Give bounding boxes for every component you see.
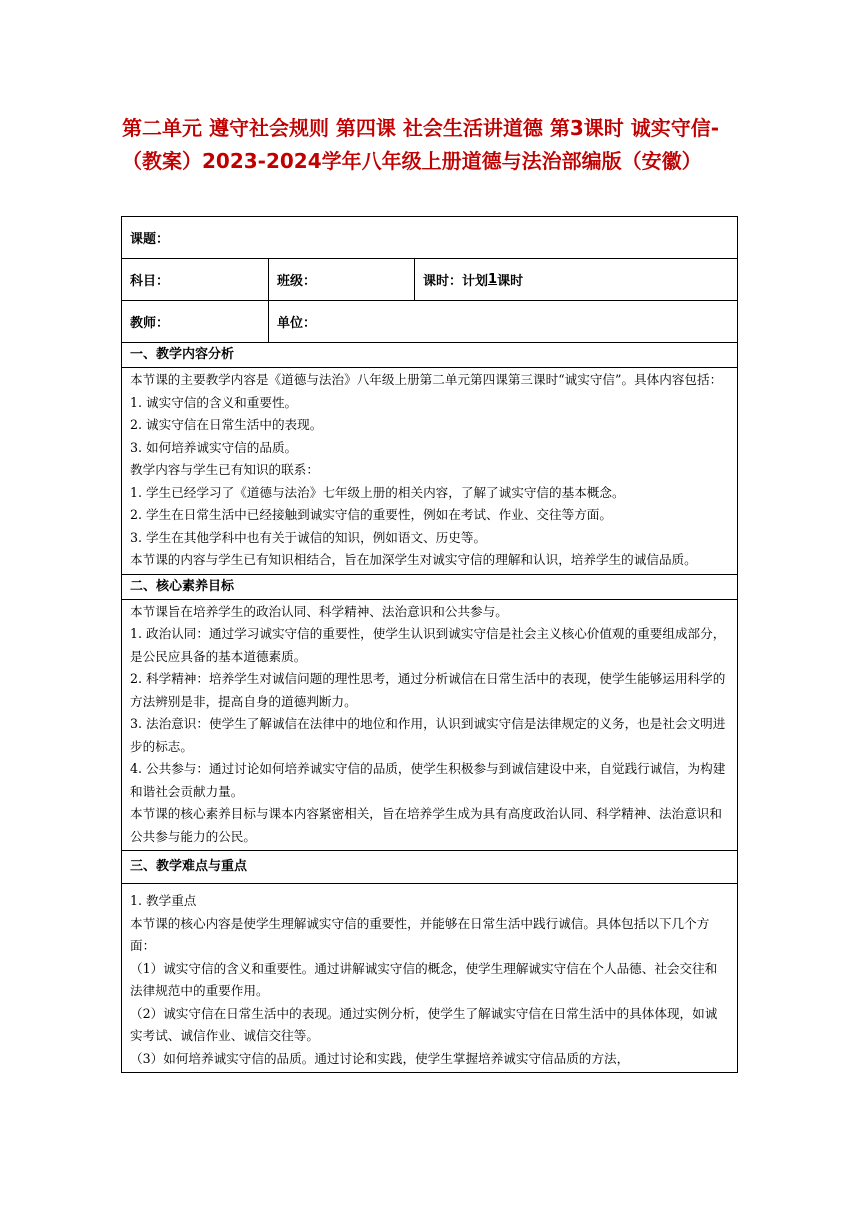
subject-label: 科目：: [130, 274, 170, 289]
section-body: [122, 884, 737, 1072]
paragraph: 2. 科学精神：培养学生对诚信问题的理性思考，通过分析诚信在日常生活中的表现，使学生能够运用科学的方法辨别是非，提高自身的道德判断力。: [130, 671, 726, 709]
period-cell: [414, 259, 737, 300]
paragraph: 1. 诚实守信的含义和重要性。: [130, 394, 298, 410]
paragraph: 2. 学生在日常生活中已经接触到诚实守信的重要性，例如在考试、作业、交往等方面。: [130, 507, 612, 522]
paragraph: （2）诚实守信在日常生活中的表现。通过实例分析，使学生了解诚实守信在日常生活中的具体体现，如诚实考试、诚信作业、诚信交往等。: [130, 1005, 718, 1043]
topic-label: 课题：: [130, 232, 170, 247]
section-body: [122, 600, 737, 851]
period-label: 课时：计划: [423, 274, 489, 289]
paragraph: 本节课旨在培养学生的政治认同、科学精神、法治意识和公共参与。: [130, 603, 508, 619]
period-value: 1: [488, 272, 498, 287]
paragraph: 3. 如何培养诚实守信的品质。: [130, 439, 298, 455]
teacher-row: [122, 301, 737, 343]
period-unit: 课时: [497, 274, 524, 289]
paragraph: 3. 法治意识：使学生了解诚信在法律中的地位和作用，认识到诚实守信是法律规定的义务，也是社会文明进步的标志。: [130, 716, 726, 754]
paragraph: （3）如何培养诚实守信的品质。通过讨论和实践，使学生掌握培养诚实守信品质的方法，: [130, 1050, 630, 1066]
paragraph: 教学内容与学生已有知识的联系：: [130, 462, 319, 477]
unit-label: 单位：: [268, 301, 737, 342]
section-3-body-row: [122, 884, 737, 1072]
paragraph: 1. 教学重点: [130, 893, 197, 908]
section-3-heading-row: [122, 851, 737, 884]
paragraph: 4. 公共参与：通过讨论如何培养诚实守信的品质，使学生积极参与到诚信建设中来，自觉践行诚信，为构建和谐社会贡献力量。: [130, 761, 726, 799]
section-1-body-row: [122, 368, 737, 575]
paragraph: 本节课的主要教学内容是《道德与法治》八年级上册第二单元第四课第三课时“诚实守信”。具体内容包括：: [130, 372, 723, 387]
section-2-heading-row: [122, 575, 737, 600]
document-title: 第二单元 遵守社会规则 第四课 社会生活讲道德 第3课时 诚实守信-（教案）2023-2024学年八年级上册道德与法治部编版（安徽）: [122, 116, 720, 173]
section-heading: 三、教学难点与重点: [130, 859, 248, 874]
section-2-body-row: [122, 600, 737, 852]
paragraph: 3. 学生在其他学科中也有关于诚信的知识，例如语文、历史等。: [130, 529, 487, 545]
subject-row: [122, 259, 737, 301]
paragraph: 本节课的内容与学生已有知识相结合，旨在加深学生对诚实守信的理解和认识，培养学生的诚信品质。: [130, 552, 697, 567]
paragraph: 本节课的核心内容是使学生理解诚实守信的重要性，并能够在日常生活中践行诚信。具体包括以下几个方面：: [130, 915, 710, 953]
paragraph: 1. 学生已经学习了《道德与法治》七年级上册的相关内容，了解了诚实守信的基本概念。: [130, 484, 625, 500]
topic-row: [122, 217, 737, 259]
paragraph: （1）诚实守信的含义和重要性。通过讲解诚实守信的概念，使学生理解诚实守信在个人品德、社会交往和法律规范中的重要作用。: [130, 960, 718, 998]
section-heading: 二、核心素养目标: [130, 578, 235, 594]
section-body: [122, 368, 730, 574]
lesson-plan-table: [121, 216, 738, 1073]
class-label: 班级：: [268, 259, 414, 300]
teacher-label: 教师：: [130, 316, 170, 331]
section-heading: 一、教学内容分析: [130, 347, 235, 362]
paragraph: 本节课的核心素养目标与课本内容紧密相关，旨在培养学生成为具有高度政治认同、科学精神、法治意识和公共参与能力的公民。: [130, 806, 722, 844]
section-1-heading-row: [122, 343, 737, 368]
paragraph: 2. 诚实守信在日常生活中的表现。: [130, 417, 323, 432]
paragraph: 1. 政治认同：通过学习诚实守信的重要性，使学生认识到诚实守信是社会主义核心价值观的重要组成部分，是公民应具备的基本道德素质。: [130, 626, 726, 664]
